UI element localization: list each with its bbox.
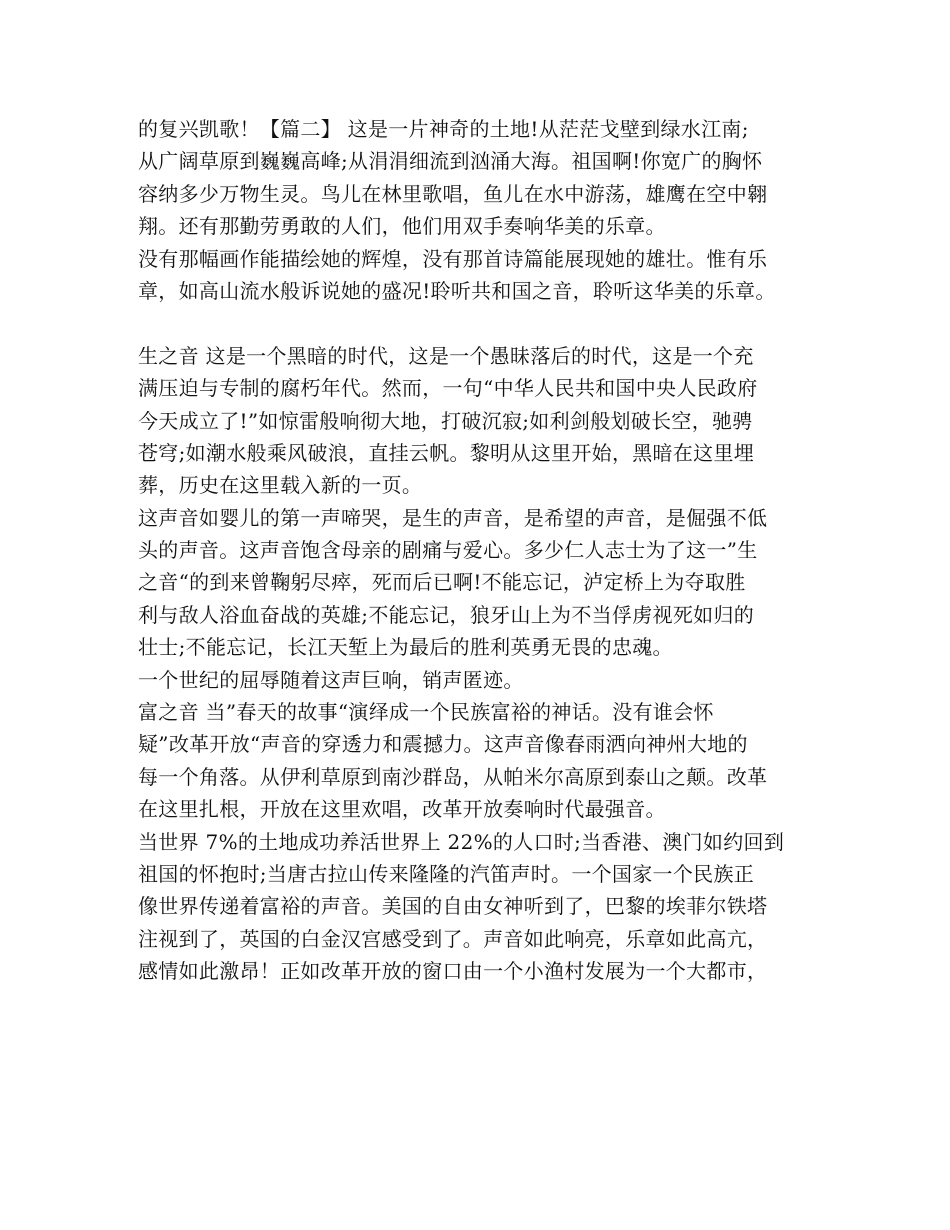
text-line: 容纳多少万物生灵。鸟儿在林里歌唱，鱼儿在水中游荡，雄鹰在空中翱: [138, 181, 768, 206]
text-line: 苍穹;如潮水般乘风破浪，直挂云帆。黎明从这里开始，黑暗在这里埋: [138, 440, 755, 465]
text-line: 今天成立了!”如惊雷般响彻大地，打破沉寂;如利剑般划破长空，驰骋: [138, 408, 753, 433]
text-line: 富之音 当”春天的故事“演绎成一个民族富裕的神话。没有谁会怀: [138, 700, 714, 725]
text-line: 没有那幅画作能描绘她的辉煌，没有那首诗篇能展现她的雄壮。惟有乐: [138, 246, 768, 271]
text-line: 在这里扎根，开放在这里欢唱，改革开放奏响时代最强音。: [138, 797, 666, 822]
text-line: 的复兴凯歌！【篇二】 这是一片神奇的土地!从茫茫戈壁到绿水江南;: [138, 117, 749, 141]
text-line: 这声音如婴儿的第一声啼哭，是生的声音，是希望的声音，是倔强不低: [138, 505, 768, 530]
text-line: 注视到了，英国的白金汉宫感受到了。声音如此响亮，乐章如此高亢，: [138, 926, 768, 951]
text-line: 头的声音。这声音饱含母亲的剧痛与爱心。多少仁人志士为了这一”生: [138, 538, 758, 563]
text-line: 利与敌人浴血奋战的英雄;不能忘记，狼牙山上为不当俘虏视死如归的: [138, 602, 755, 627]
text-line: 一个世纪的屈辱随着这声巨响，销声匿迹。: [138, 667, 524, 692]
text-line: 翔。还有那勤劳勇敢的人们，他们用双手奏响华美的乐章。: [138, 214, 666, 239]
text-line: 章，如高山流水般诉说她的盛况!聆听共和国之音，聆听这华美的乐章。: [138, 278, 776, 303]
text-line: 祖国的怀抱时;当唐古拉山传来隆隆的汽笛声时。一个国家一个民族正: [138, 861, 755, 886]
text-line: 壮士;不能忘记，长江天堑上为最后的胜利英勇无畏的忠魂。: [138, 635, 673, 660]
text-line: 疑”改革开放“声音的穿透力和震撼力。这声音像春雨洒向神州大地的: [138, 732, 748, 757]
text-line: 感情如此激昂！正如改革开放的窗口由一个小渔村发展为一个大都市，: [138, 959, 768, 984]
text-line: 之音“的到来曾鞠躬尽瘁，死而后已啊!不能忘记，泸定桥上为夺取胜: [138, 570, 746, 595]
text-line: 从广阔草原到巍巍高峰;从涓涓细流到汹涌大海。祖国啊!你宽广的胸怀: [138, 149, 763, 174]
body-text: [138, 113, 828, 988]
text-line: 满压迫与专制的腐朽年代。然而，一句“中华人民共和国中央人民政府: [138, 376, 758, 401]
text-line: 当世界 7%的土地成功养活世界上 22%的人口时;当香港、澳门如约回到: [138, 829, 785, 854]
text-line: 像世界传递着富裕的声音。美国的自由女神听到了，巴黎的埃菲尔铁塔: [138, 894, 768, 919]
text-line: 生之音 这是一个黑暗的时代，这是一个愚昧落后的时代，这是一个充: [138, 343, 754, 368]
text-line: 每一个角落。从伊利草原到南沙群岛，从帕米尔高原到泰山之颠。改革: [138, 764, 768, 789]
paragraph-gap: [138, 307, 828, 339]
text-line: 葬，历史在这里载入新的一页。: [138, 473, 423, 498]
